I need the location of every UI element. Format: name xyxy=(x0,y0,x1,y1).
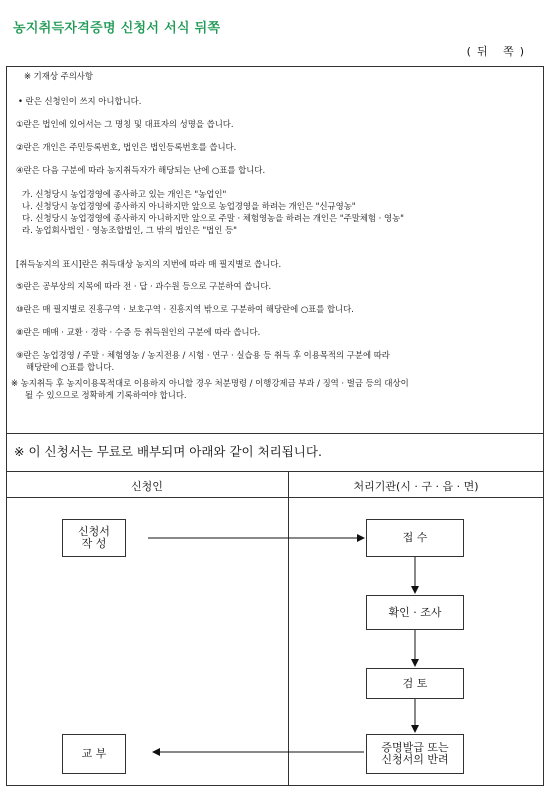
column-divider xyxy=(288,471,289,786)
flow-step-write: 신청서 작 성 xyxy=(62,519,126,557)
page-title: 농지취득자격증명 신청서 서식 뒤쪽 xyxy=(13,21,221,36)
note-item: ①란은 법인에 있어서는 그 명칭 및 대표자의 성명을 씁니다. xyxy=(16,119,234,129)
flow-step-deliver: 교 부 xyxy=(62,734,126,774)
flow-step-receive: 접 수 xyxy=(366,519,464,557)
note-item: ④란은 다음 구분에 따라 농지취득자가 해당되는 난에 ○표를 합니다. xyxy=(16,165,266,175)
note-item: ⑨란은 농업경영 / 주말 · 체험영농 / 농지전용 / 시험 · 연구 · 실습용 등 취득 후 이용목적의 구분에 따라 xyxy=(16,350,390,360)
note-subitem: 나. 신청당시 농업경영에 종사하지 아니하지만 앞으로 농업경영을 하려는 개인은 "신규영농" xyxy=(22,201,356,211)
note-item: ⑤란은 공부상의 지목에 따라 전 · 답 · 과수원 등으로 구분하여 씁니다. xyxy=(16,281,272,291)
flow-step-check: 확인 · 조사 xyxy=(366,595,464,630)
note-warning: ※ 농지취득 후 농지이용목적대로 이용하지 아니할 경우 처분명령 / 이행강제금 부과 / 징역 · 벌금 등의 대상이 xyxy=(11,378,409,388)
note-item: • 란은 신청인이 쓰지 아니합니다. xyxy=(18,96,142,106)
flow-step-review: 검 토 xyxy=(366,668,464,699)
flow-step-issue: 증명발급 또는 신청서의 반려 xyxy=(366,734,464,774)
free-notice: ※ 이 신청서는 무료로 배부되며 아래와 같이 처리됩니다. xyxy=(14,444,322,459)
note-item-cont: 해당란에 ○표를 합니다. xyxy=(26,362,115,372)
note-item: [취득농지의 표시]란은 취득대상 농지의 지번에 따라 매 필지별로 씁니다. xyxy=(16,259,282,269)
note-subitem: 가. 신청당시 농업경영에 종사하고 있는 개인은 "농업인" xyxy=(22,189,227,199)
divider xyxy=(6,433,544,434)
note-item: ⑧란은 매매 · 교환 · 경락 · 수증 등 취득원인의 구분에 따라 씁니다. xyxy=(16,327,261,337)
column-header-applicant: 신청인 xyxy=(131,480,163,493)
column-header-agency: 처리기관(시 · 구 · 읍 · 면) xyxy=(353,480,479,493)
note-subitem: 라. 농업회사법인 · 영농조합법인, 그 밖의 법인은 "법인 등" xyxy=(22,225,237,235)
note-warning-cont: 될 수 있으므로 정확하게 기록하여야 합니다. xyxy=(25,390,187,400)
notes-heading: ※ 기재상 주의사항 xyxy=(24,71,93,81)
side-label: (뒤 쪽) xyxy=(466,45,530,58)
divider xyxy=(6,471,544,472)
note-item: ②란은 개인은 주민등록번호, 법인은 법인등록번호를 씁니다. xyxy=(16,142,237,152)
note-item: ⑩란은 매 필지별로 진흥구역 · 보호구역 · 진흥지역 밖으로 구분하여 해당란에 ○표를 합니다. xyxy=(16,304,354,314)
divider xyxy=(6,497,544,498)
note-subitem: 다. 신청당시 농업경영에 종사하지 아니하지만 앞으로 주말 · 체험영농을 하려는 개인은 "주말체험 · 영농" xyxy=(22,213,404,223)
